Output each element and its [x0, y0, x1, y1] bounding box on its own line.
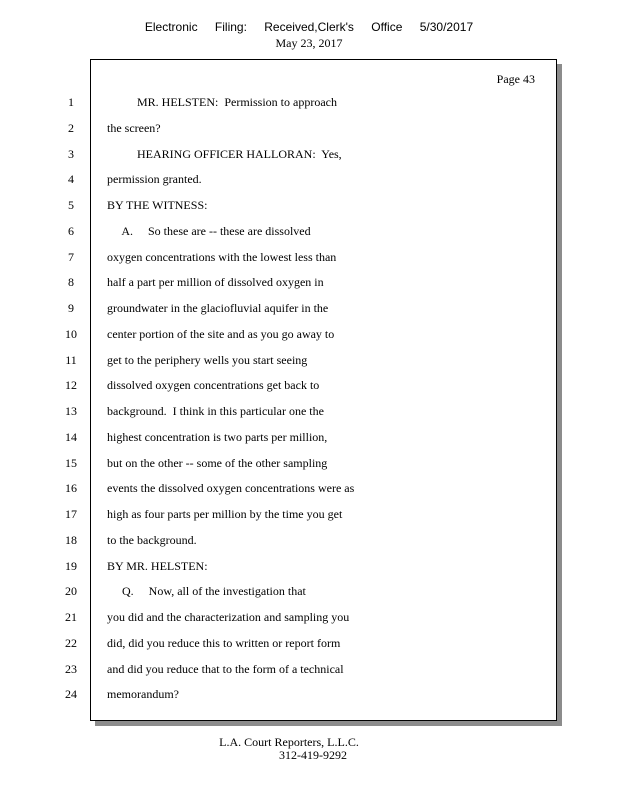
line-number: 2	[68, 121, 74, 135]
transcript-line-text: memorandum?	[107, 687, 179, 701]
line-number: 20	[65, 584, 77, 598]
line-number: 8	[68, 275, 74, 289]
line-number: 14	[65, 430, 77, 444]
transcript-line-text: highest concentration is two parts per million,	[107, 430, 328, 444]
court-reporter-name: L.A. Court Reporters, L.L.C.	[219, 735, 359, 749]
transcript-line-text: oxygen concentrations with the lowest less than	[107, 250, 337, 264]
court-reporter-phone: 312-419-9292	[279, 748, 347, 762]
transcript-line-text: permission granted.	[107, 172, 202, 186]
transcript-line-text: MR. HELSTEN: Permission to approach	[107, 95, 337, 109]
transcript-line-text: Q. Now, all of the investigation that	[107, 584, 306, 598]
stamp-word-office: Office	[371, 20, 403, 34]
electronic-filing-stamp	[0, 20, 618, 34]
transcript-line-text: the screen?	[107, 121, 161, 135]
line-number: 10	[65, 327, 77, 341]
stamp-filed-date: 5/30/2017	[419, 20, 474, 34]
line-number: 21	[65, 610, 77, 624]
transcript-line-text: background. I think in this particular one the	[107, 404, 324, 418]
line-number: 17	[65, 507, 77, 521]
transcript-line-text: A. So these are -- these are dissolved	[107, 224, 311, 238]
transcript-line-text: did, did you reduce this to written or report form	[107, 636, 341, 650]
stamp-word-electronic: Electronic	[144, 20, 198, 34]
line-number: 19	[65, 559, 77, 573]
line-number: 11	[65, 353, 77, 367]
transcript-line-text: to the background.	[107, 533, 197, 547]
transcript-line-text: events the dissolved oxygen concentrations were as	[107, 481, 355, 495]
transcript-line-text: you did and the characterization and sampling you	[107, 610, 350, 624]
line-number: 13	[65, 404, 77, 418]
transcript-line-text: but on the other -- some of the other sampling	[107, 456, 328, 470]
line-number: 6	[68, 224, 74, 238]
line-number: 15	[65, 456, 77, 470]
stamp-word-received: Received,Clerk's	[264, 20, 354, 34]
transcript-line-text: BY THE WITNESS:	[107, 198, 208, 212]
transcript-line-text: dissolved oxygen concentrations get back to	[107, 378, 320, 392]
line-number: 7	[68, 250, 74, 264]
transcript-line-text: high as four parts per million by the time you get	[107, 507, 343, 521]
transcript-line-text: BY MR. HELSTEN:	[107, 559, 208, 573]
transcript-date: May 23, 2017	[275, 36, 343, 50]
line-number: 16	[65, 481, 77, 495]
transcript-line-text: get to the periphery wells you start seeing	[107, 353, 308, 367]
line-number: 22	[65, 636, 77, 650]
transcript-line-text: and did you reduce that to the form of a technical	[107, 662, 344, 676]
transcript-line-text: HEARING OFFICER HALLORAN: Yes,	[107, 147, 342, 161]
line-number: 5	[68, 198, 74, 212]
stamp-word-filing: Filing:	[214, 20, 247, 34]
line-number: 23	[65, 662, 77, 676]
line-number: 1	[68, 95, 74, 109]
page-number: Page 43	[496, 72, 535, 86]
line-number: 9	[68, 301, 74, 315]
line-number: 24	[65, 687, 77, 701]
line-number: 4	[68, 172, 74, 186]
transcript-line-text: groundwater in the glaciofluvial aquifer in the	[107, 301, 329, 315]
transcript-line-text: center portion of the site and as you go away to	[107, 327, 335, 341]
line-number: 12	[65, 378, 77, 392]
line-number: 3	[68, 147, 74, 161]
transcript-line-text: half a part per million of dissolved oxygen in	[107, 275, 324, 289]
line-number: 18	[65, 533, 77, 547]
